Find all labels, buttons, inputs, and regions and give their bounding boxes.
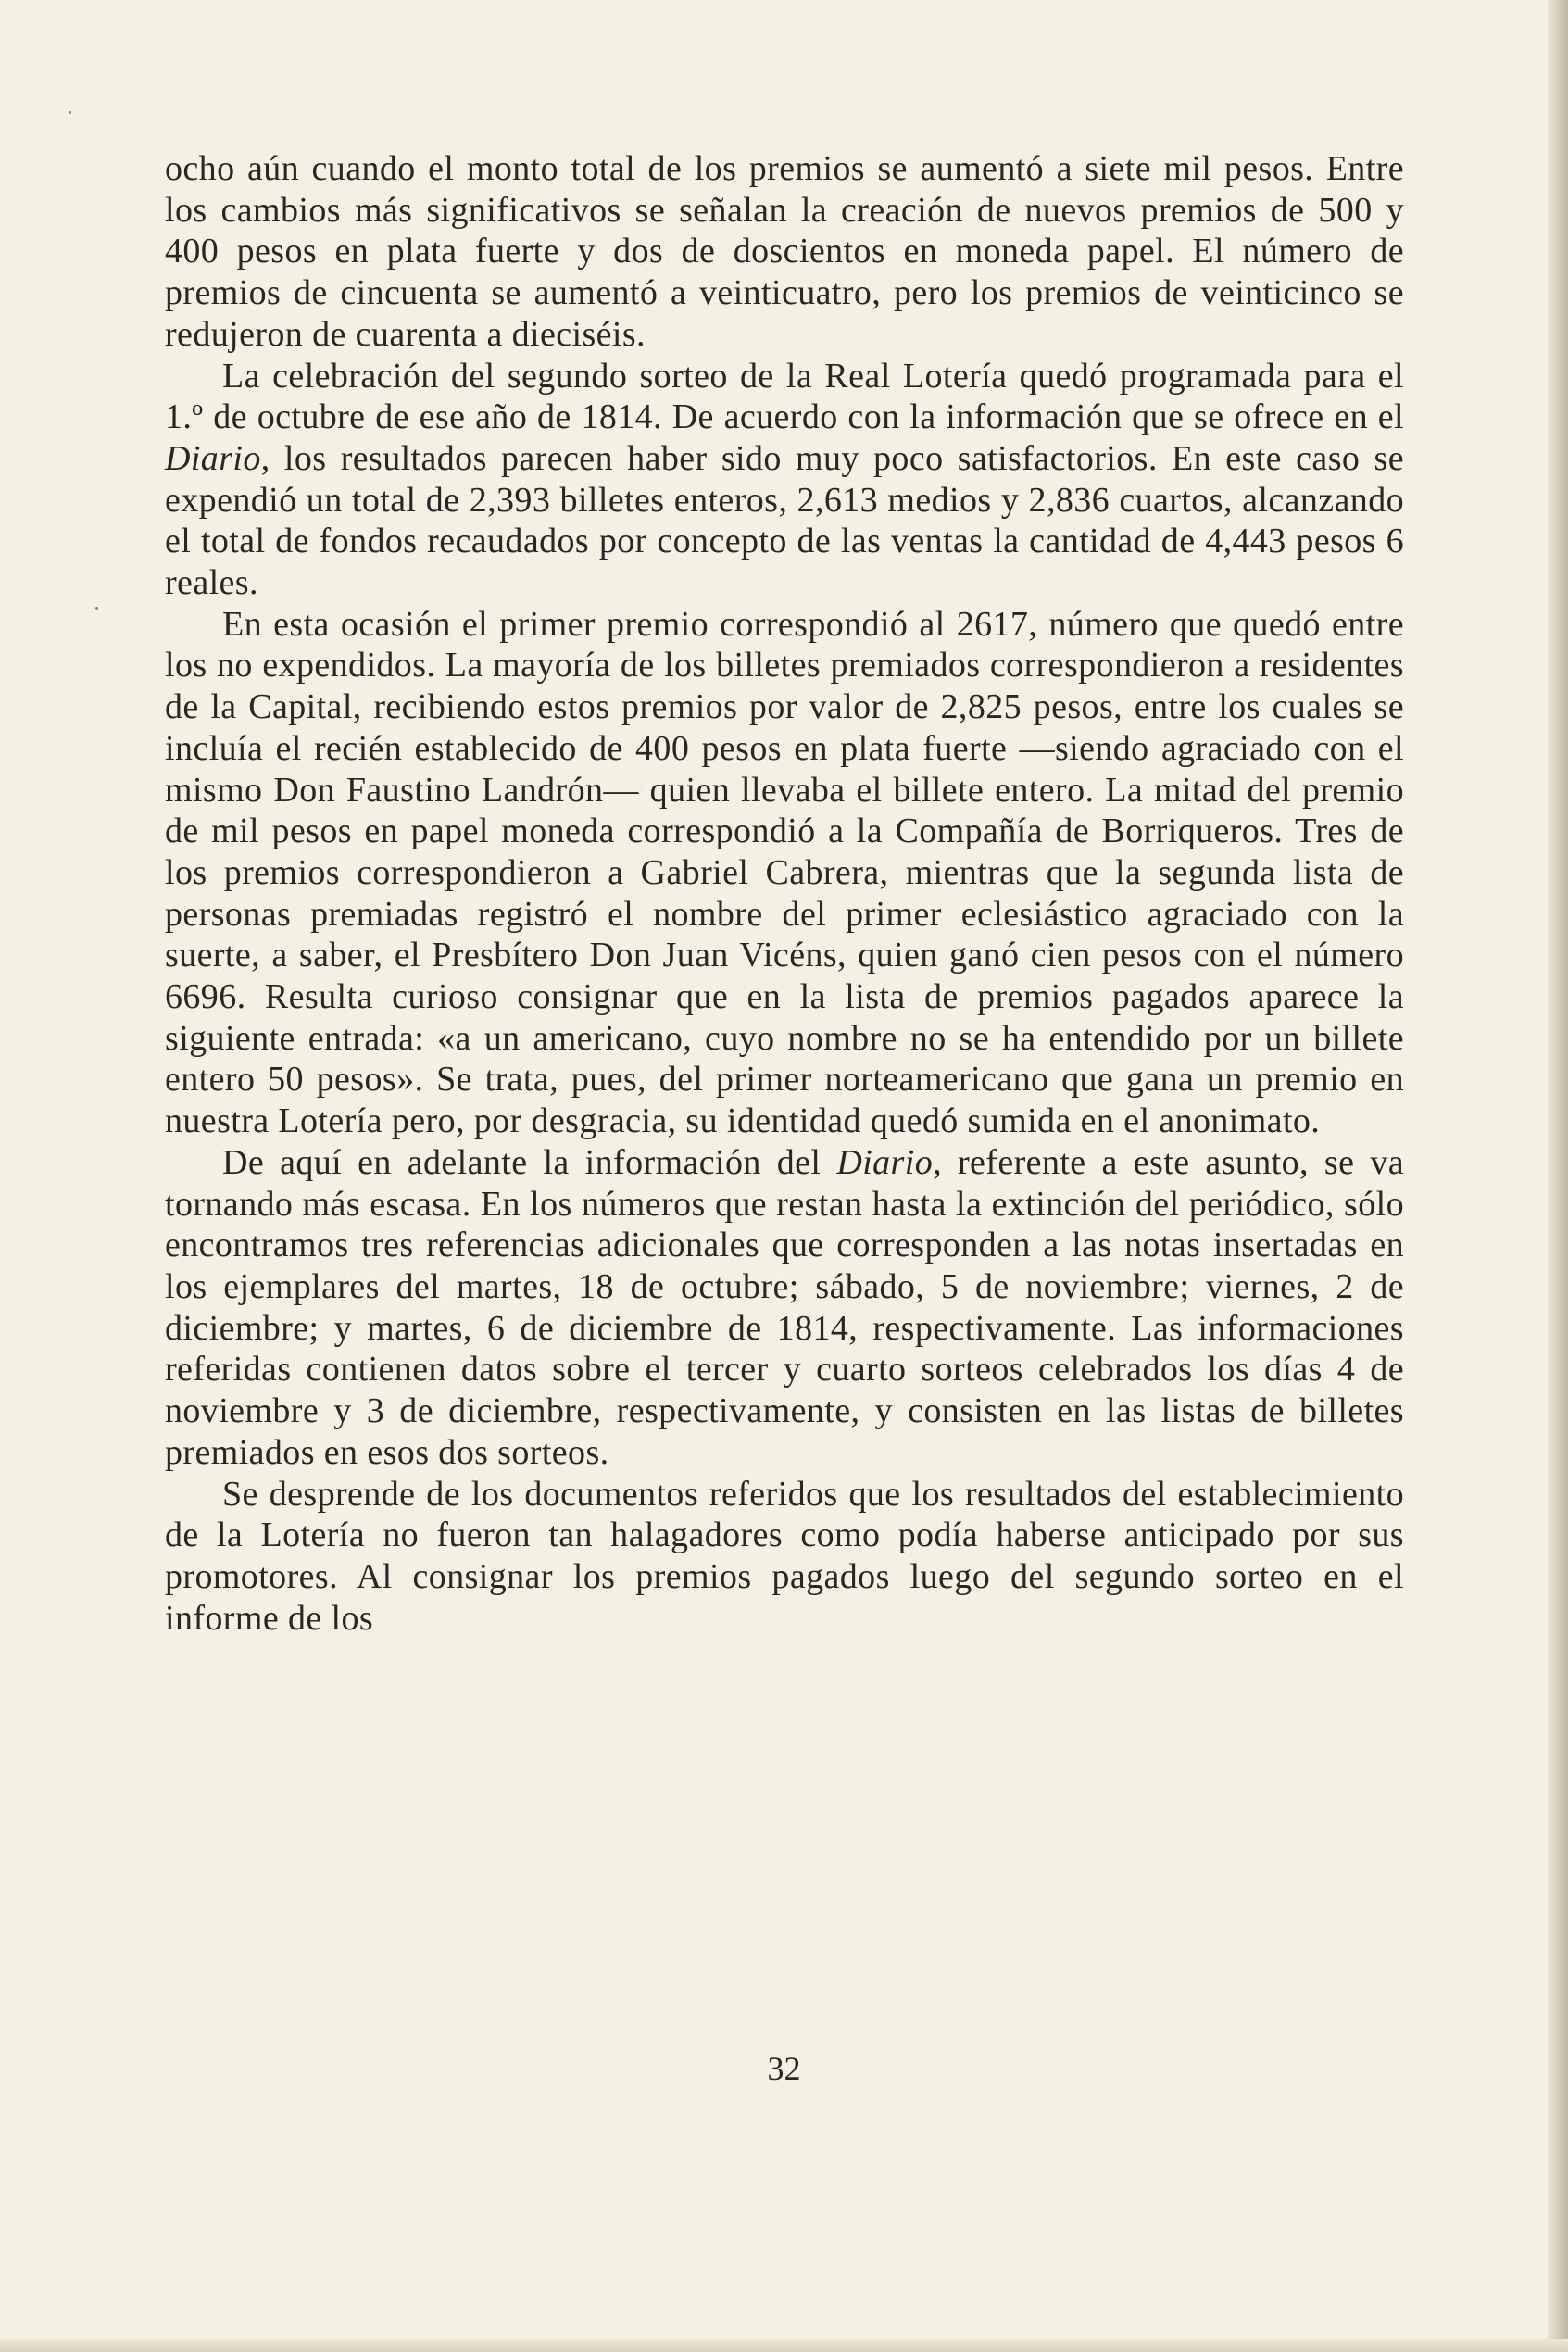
paragraph-1 bbox=[165, 148, 1404, 356]
paragraph-4 bbox=[165, 1142, 1404, 1474]
page-edge-shadow bbox=[1548, 0, 1568, 2352]
page-number: 32 bbox=[767, 2050, 801, 2087]
paragraph-2-text-b: , los resultados parecen haber sido muy poco satisfactorios. En este caso se expendió un total de 2,393 billetes enteros, 2,613 medios y 2,836 cuartos, alcanzando el total de fondos recaudados por concepto de las ventas la cantidad de 4,443 pesos 6 reales. bbox=[165, 438, 1404, 603]
paper-speck bbox=[95, 607, 98, 610]
page-bottom-edge bbox=[0, 2339, 1568, 2352]
paragraph-3 bbox=[165, 604, 1404, 1142]
paragraph-4-italic-diario: Diario bbox=[836, 1142, 934, 1182]
paragraph-2-italic-diario: Diario bbox=[165, 438, 261, 478]
paragraph-3-text: En esta ocasión el primer premio correspondió al 2617, número que quedó entre los no expendidos. La mayoría de los billetes premiados correspondieron a residentes de la Capital, recibiendo estos premios por valor de 2,825 pesos, entre los cuales se incluía el recién establecido de 400 pesos en plata fuerte —siendo agraciado con el mismo Don Faustino Landrón— quien llevaba el billete entero. La mitad del premio de mil pesos en papel moneda correspondió a la Compañía de Borriqueros. Tres de los premios correspondieron a Gabriel Cabrera, mientras que la segunda lista de personas premiadas registró el nombre del primer eclesiástico agraciado con la suerte, a saber, el Presbítero Don Juan Vicéns, quien ganó cien pesos con el número 6696. Resulta curioso consignar que en la lista de premios pagados aparece la siguiente entrada: «a un americano, cuyo nombre no se ha entendido por un billete entero 50 pesos». Se trata, pues, del primer norteamericano que gana un premio en nuestra Lotería pero, por desgracia, su identidad quedó sumida en el anonimato. bbox=[165, 604, 1404, 1141]
paper-speck bbox=[69, 111, 71, 114]
paragraph-5-text: Se desprende de los documentos referidos que los resultados del establecimiento de la Lotería no fueron tan halagadores como podía haberse anticipado por sus promotores. Al consignar los premios pagados luego del segundo sorteo en el informe de los bbox=[165, 1474, 1404, 1638]
paragraph-2-text-a: La celebración del segundo sorteo de la Real Lotería quedó programada para el 1.º de octubre de ese año de 1814. De acuerdo con la información que se ofrece en el bbox=[165, 356, 1404, 437]
paragraph-4-text-a: De aquí en adelante la información del bbox=[222, 1142, 837, 1182]
paragraph-1-text: ocho aún cuando el monto total de los premios se aumentó a siete mil pesos. Entre los cambios más significativos se señalan la creación de nuevos premios de 500 y 400 pesos en plata fuerte y dos de doscientos en moneda papel. El número de premios de cincuenta se aumentó a veinticuatro, pero los premios de veinticinco se redujeron de cuarenta a dieciséis. bbox=[165, 149, 1404, 354]
paragraph-5 bbox=[165, 1474, 1404, 1640]
body-text bbox=[165, 148, 1404, 1639]
paragraph-4-text-b: , referente a este asunto, se va tornando más escasa. En los números que restan hasta la extinción del periódico, sólo encontramos tres referencias adicionales que corresponden a las notas insertadas en los ejemplares del martes, 18 de octubre; sábado, 5 de noviembre; viernes, 2 de diciembre; y martes, 6 de diciembre de 1814, respectivamente. Las informaciones referidas contienen datos sobre el tercer y cuarto sorteos celebrados los días 4 de noviembre y 3 de diciembre, respectivamente, y consisten en las listas de billetes premiados en esos dos sorteos. bbox=[165, 1142, 1405, 1472]
paragraph-2 bbox=[165, 356, 1404, 604]
